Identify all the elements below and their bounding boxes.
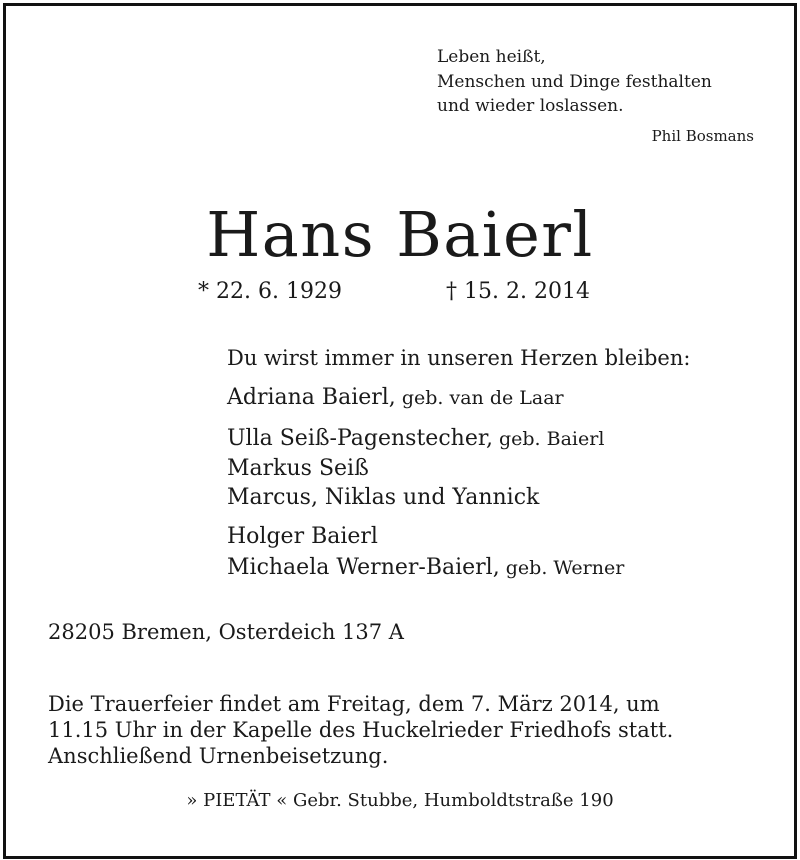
mourner-name: Holger Baierl <box>227 524 378 549</box>
family-address: 28205 Bremen, Osterdeich 137 A <box>48 620 404 644</box>
mourner-name: Michaela Werner-Baierl, <box>227 555 500 580</box>
mourners-intro: Du wirst immer in unseren Herzen bleiben: <box>227 346 691 370</box>
mourner-birthname: geb. Werner <box>499 557 625 579</box>
deceased-name: Hans Baierl <box>206 198 594 271</box>
birth-date: * 22. 6. 1929 <box>198 279 342 304</box>
ceremony-line: Die Trauerfeier findet am Freitag, dem 7. März 2014, um <box>48 692 660 716</box>
undertaker-info: » PIETÄT « Gebr. Stubbe, Humboldtstraße 190 <box>186 790 614 811</box>
ceremony-line: Anschließend Urnenbeisetzung. <box>48 744 389 768</box>
mourner-name: Adriana Baierl, <box>227 385 396 410</box>
quote-author: Phil Bosmans <box>651 127 754 145</box>
ceremony-line: 11.15 Uhr in der Kapelle des Huckelrieder Friedhofs statt. <box>48 718 674 742</box>
funeral-details <box>48 691 673 769</box>
epigraph-quote <box>437 45 712 119</box>
mourner-entry <box>227 383 564 413</box>
quote-line: Leben heißt, <box>437 47 546 67</box>
quote-line: Menschen und Dinge festhalten <box>437 71 712 92</box>
mourner-birthname: geb. Baierl <box>492 428 605 450</box>
mourner-name: Markus Seiß <box>227 456 369 481</box>
mourner-name: Marcus, Niklas und Yannick <box>227 485 540 510</box>
death-date: † 15. 2. 2014 <box>446 279 590 304</box>
mourner-entry <box>227 483 539 513</box>
mourner-entry <box>227 454 369 484</box>
mourner-entry <box>227 522 378 552</box>
mourner-entry <box>227 424 604 454</box>
quote-line: und wieder loslassen. <box>437 96 624 116</box>
mourner-birthname: geb. van de Laar <box>395 387 564 409</box>
mourner-name: Ulla Seiß-Pagenstecher, <box>227 426 493 451</box>
mourner-entry <box>227 553 624 583</box>
